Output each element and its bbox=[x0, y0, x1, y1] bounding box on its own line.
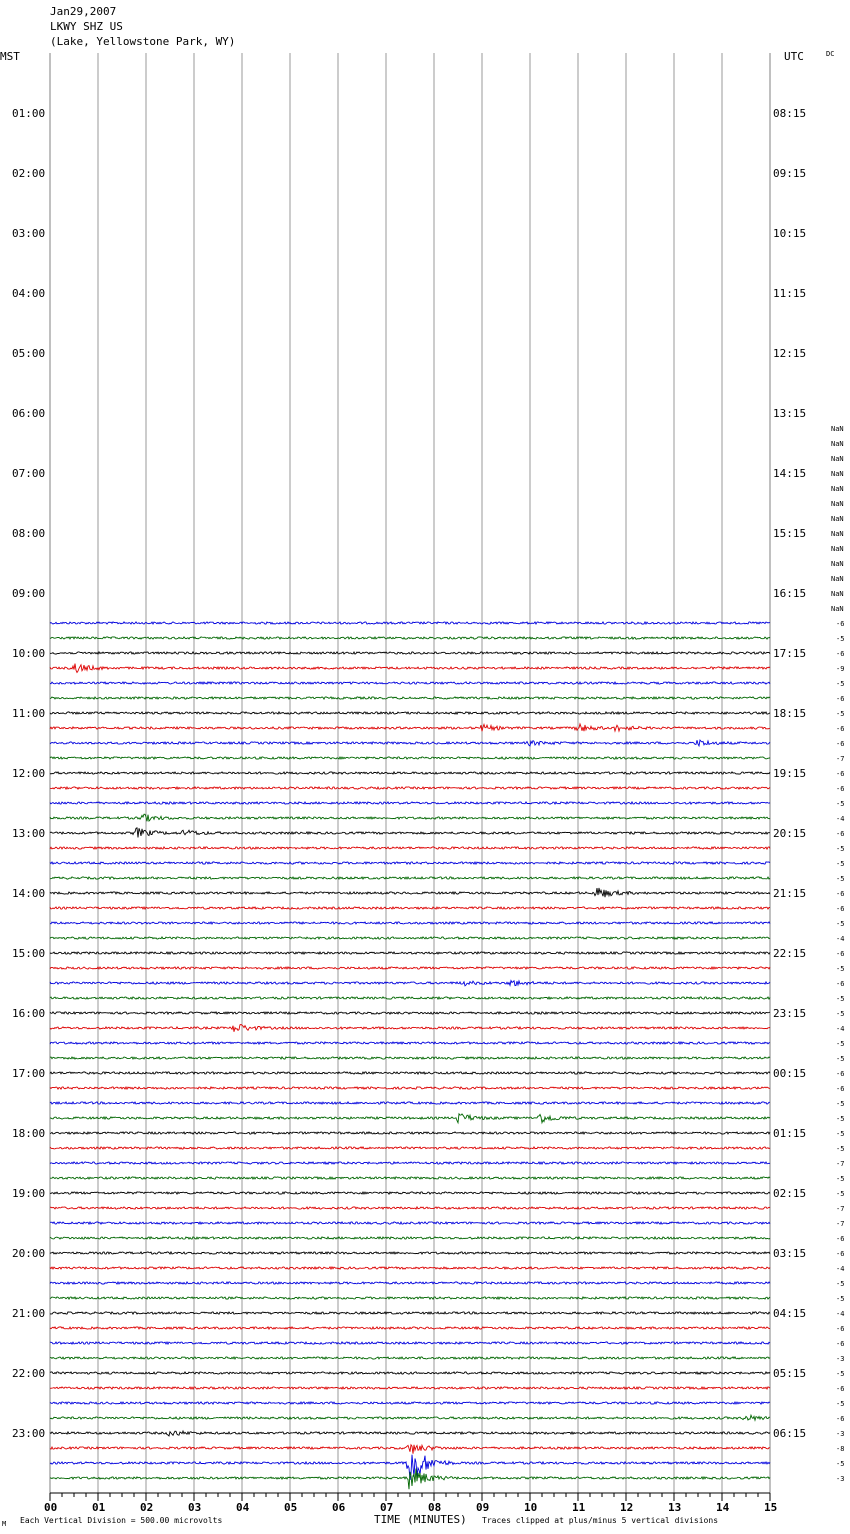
seismic-trace bbox=[50, 907, 770, 909]
seismic-trace bbox=[50, 1469, 770, 1490]
trace-offset-label: -5 bbox=[836, 1145, 845, 1153]
right-hour-label: 06:15 bbox=[773, 1427, 807, 1440]
seismic-trace bbox=[50, 828, 770, 838]
seismic-trace bbox=[50, 937, 770, 939]
x-tick-label: 03 bbox=[188, 1501, 202, 1514]
seismic-trace bbox=[50, 1025, 770, 1032]
left-hour-label: 02:00 bbox=[12, 167, 46, 180]
trace-offset-label: -5 bbox=[836, 965, 845, 973]
nan-label: NaN bbox=[831, 515, 844, 523]
seismic-trace bbox=[50, 740, 770, 746]
seismic-trace bbox=[50, 1162, 770, 1164]
seismic-trace bbox=[50, 724, 770, 731]
right-hour-label: 15:15 bbox=[773, 527, 807, 540]
seismic-trace bbox=[50, 697, 770, 699]
trace-offset-label: -4 bbox=[836, 935, 845, 943]
seismic-trace bbox=[50, 1087, 770, 1089]
left-hour-label: 09:00 bbox=[12, 587, 46, 600]
trace-offset-label: -6 bbox=[836, 950, 845, 958]
left-hour-label: 14:00 bbox=[12, 887, 46, 900]
trace-offset-label: -6 bbox=[836, 740, 845, 748]
trace-offset-label: -5 bbox=[836, 1055, 845, 1063]
trace-offset-labels bbox=[831, 425, 844, 1483]
seismic-trace bbox=[50, 1177, 770, 1179]
left-hour-label: 01:00 bbox=[12, 107, 46, 120]
right-hour-label: 16:15 bbox=[773, 587, 807, 600]
right-hour-label: 21:15 bbox=[773, 887, 807, 900]
left-hour-label: 16:00 bbox=[12, 1007, 46, 1020]
left-hour-label: 10:00 bbox=[12, 647, 46, 660]
seismic-trace bbox=[50, 652, 770, 654]
trace-offset-label: -4 bbox=[836, 1025, 845, 1033]
seismic-trace bbox=[50, 1357, 770, 1359]
right-hour-labels bbox=[773, 107, 806, 1440]
trace-offset-label: -6 bbox=[836, 1085, 845, 1093]
seismic-trace bbox=[50, 1431, 770, 1436]
trace-offset-label: -6 bbox=[836, 620, 845, 628]
trace-offset-label: -8 bbox=[836, 1445, 845, 1453]
seismic-trace bbox=[50, 952, 770, 954]
left-hour-label: 19:00 bbox=[12, 1187, 46, 1200]
seismic-trace bbox=[50, 967, 770, 969]
trace-offset-label: -6 bbox=[836, 770, 845, 778]
trace-offset-label: -7 bbox=[836, 755, 845, 763]
right-hour-label: 11:15 bbox=[773, 287, 807, 300]
trace-offset-label: -6 bbox=[836, 1250, 845, 1258]
trace-offset-label: -5 bbox=[836, 920, 845, 928]
trace-offset-label: -6 bbox=[836, 890, 845, 898]
seismic-trace bbox=[50, 1342, 770, 1344]
x-axis bbox=[44, 1493, 777, 1514]
right-hour-label: 00:15 bbox=[773, 1067, 807, 1080]
nan-label: NaN bbox=[831, 560, 844, 568]
seismic-trace bbox=[50, 922, 770, 924]
trace-offset-label: -5 bbox=[836, 1130, 845, 1138]
left-hour-label: 20:00 bbox=[12, 1247, 46, 1260]
trace-offset-label: -5 bbox=[836, 1370, 845, 1378]
trace-offset-label: -5 bbox=[836, 995, 845, 1003]
clip-note: Traces clipped at plus/minus 5 vertical divisions bbox=[482, 1516, 719, 1525]
trace-offset-label: -7 bbox=[836, 1220, 845, 1228]
x-tick-label: 14 bbox=[716, 1501, 730, 1514]
trace-offset-label: -6 bbox=[836, 1385, 845, 1393]
trace-offset-label: -5 bbox=[836, 860, 845, 868]
seismic-trace bbox=[50, 1415, 770, 1420]
x-tick-label: 10 bbox=[524, 1501, 538, 1514]
left-hour-label: 15:00 bbox=[12, 947, 46, 960]
trace-offset-label: -6 bbox=[836, 830, 845, 838]
x-tick-label: 02 bbox=[140, 1501, 154, 1514]
seismic-trace bbox=[50, 1312, 770, 1314]
nan-label: NaN bbox=[831, 425, 844, 433]
corner-mark: M bbox=[2, 1520, 7, 1528]
seismic-trace bbox=[50, 1297, 770, 1299]
trace-offset-label: -5 bbox=[836, 1115, 845, 1123]
nan-label: NaN bbox=[831, 545, 844, 553]
trace-offset-label: -4 bbox=[836, 1310, 845, 1318]
trace-offset-label: -5 bbox=[836, 1280, 845, 1288]
trace-offset-label: -3 bbox=[836, 1430, 845, 1438]
seismic-trace bbox=[50, 1252, 770, 1254]
trace-group bbox=[50, 622, 770, 1489]
seismic-trace bbox=[50, 1372, 770, 1374]
seismic-trace bbox=[50, 1387, 770, 1389]
trace-offset-label: -5 bbox=[836, 1190, 845, 1198]
trace-offset-label: -5 bbox=[836, 1295, 845, 1303]
seismic-trace bbox=[50, 1327, 770, 1329]
x-tick-label: 09 bbox=[476, 1501, 490, 1514]
nan-label: NaN bbox=[831, 440, 844, 448]
nan-label: NaN bbox=[831, 530, 844, 538]
seismic-trace bbox=[50, 1192, 770, 1194]
trace-offset-label: -6 bbox=[836, 1325, 845, 1333]
seismic-trace bbox=[50, 1282, 770, 1284]
trace-offset-label: -9 bbox=[836, 665, 845, 673]
trace-offset-label: -6 bbox=[836, 695, 845, 703]
x-tick-label: 15 bbox=[764, 1501, 778, 1514]
right-hour-label: 10:15 bbox=[773, 227, 807, 240]
seismic-trace bbox=[50, 1267, 770, 1269]
right-hour-label: 03:15 bbox=[773, 1247, 807, 1260]
nan-label: NaN bbox=[831, 575, 844, 583]
seismic-trace bbox=[50, 1057, 770, 1059]
seismic-trace bbox=[50, 1132, 770, 1134]
seismic-trace bbox=[50, 1445, 770, 1454]
nan-label: NaN bbox=[831, 455, 844, 463]
seismic-trace bbox=[50, 1114, 770, 1123]
right-hour-label: 01:15 bbox=[773, 1127, 807, 1140]
seismic-trace bbox=[50, 1402, 770, 1404]
left-hour-label: 07:00 bbox=[12, 467, 46, 480]
x-tick-label: 04 bbox=[236, 1501, 250, 1514]
trace-offset-label: -5 bbox=[836, 1175, 845, 1183]
date-label: Jan29,2007 bbox=[50, 5, 117, 18]
right-hour-label: 08:15 bbox=[773, 107, 807, 120]
left-hour-label: 13:00 bbox=[12, 827, 46, 840]
trace-offset-label: -6 bbox=[836, 725, 845, 733]
seismic-trace bbox=[50, 622, 770, 624]
seismic-trace bbox=[50, 682, 770, 684]
trace-offset-label: -5 bbox=[836, 1400, 845, 1408]
x-tick-label: 01 bbox=[92, 1501, 106, 1514]
nan-label: NaN bbox=[831, 590, 844, 598]
seismic-trace bbox=[50, 757, 770, 759]
trace-offset-label: -3 bbox=[836, 1355, 845, 1363]
seismic-trace bbox=[50, 862, 770, 864]
right-hour-label: 19:15 bbox=[773, 767, 807, 780]
x-tick-label: 11 bbox=[572, 1501, 586, 1514]
right-hour-label: 20:15 bbox=[773, 827, 807, 840]
right-hour-label: 04:15 bbox=[773, 1307, 807, 1320]
seismic-trace bbox=[50, 1237, 770, 1239]
scale-note: Each Vertical Division = 500.00 microvolts bbox=[20, 1516, 223, 1525]
seismic-trace bbox=[50, 814, 770, 821]
seismic-trace bbox=[50, 981, 770, 986]
trace-offset-label: -6 bbox=[836, 1415, 845, 1423]
trace-offset-label: -7 bbox=[836, 1205, 845, 1213]
trace-offset-label: -5 bbox=[836, 1100, 845, 1108]
trace-offset-label: -5 bbox=[836, 1460, 845, 1468]
trace-offset-label: -5 bbox=[836, 635, 845, 643]
right-hour-label: 02:15 bbox=[773, 1187, 807, 1200]
left-hour-label: 08:00 bbox=[12, 527, 46, 540]
trace-offset-label: -5 bbox=[836, 845, 845, 853]
right-hour-label: 23:15 bbox=[773, 1007, 807, 1020]
trace-offset-label: -6 bbox=[836, 650, 845, 658]
x-tick-label: 07 bbox=[380, 1501, 394, 1514]
right-hour-label: 09:15 bbox=[773, 167, 807, 180]
seismic-trace bbox=[50, 637, 770, 639]
location-label: (Lake, Yellowstone Park, WY) bbox=[50, 35, 236, 48]
seismic-trace bbox=[50, 847, 770, 849]
right-hour-label: 22:15 bbox=[773, 947, 807, 960]
trace-offset-label: -5 bbox=[836, 800, 845, 808]
trace-offset-label: -6 bbox=[836, 905, 845, 913]
seismic-trace bbox=[50, 1042, 770, 1044]
left-hour-label: 04:00 bbox=[12, 287, 46, 300]
seismic-trace bbox=[50, 1147, 770, 1149]
seismic-trace bbox=[50, 1222, 770, 1224]
station-label: LKWY SHZ US bbox=[50, 20, 123, 33]
left-hour-label: 12:00 bbox=[12, 767, 46, 780]
x-tick-label: 05 bbox=[284, 1501, 298, 1514]
right-hour-label: 12:15 bbox=[773, 347, 807, 360]
x-tick-label: 12 bbox=[620, 1501, 634, 1514]
left-hour-label: 21:00 bbox=[12, 1307, 46, 1320]
trace-offset-label: -5 bbox=[836, 875, 845, 883]
right-hour-label: 18:15 bbox=[773, 707, 807, 720]
x-axis-label: TIME (MINUTES) bbox=[374, 1513, 467, 1526]
trace-offset-label: -6 bbox=[836, 1340, 845, 1348]
seismic-trace bbox=[50, 1102, 770, 1104]
seismic-trace bbox=[50, 664, 770, 673]
trace-offset-label: -6 bbox=[836, 785, 845, 793]
x-tick-label: 08 bbox=[428, 1501, 442, 1514]
left-axis-title: MST bbox=[0, 50, 20, 63]
seismic-trace bbox=[50, 772, 770, 774]
left-hour-label: 23:00 bbox=[12, 1427, 46, 1440]
x-tick-label: 00 bbox=[44, 1501, 58, 1514]
seismic-trace bbox=[50, 888, 770, 897]
seismic-trace bbox=[50, 787, 770, 789]
trace-offset-label: -4 bbox=[836, 815, 845, 823]
seismic-trace bbox=[50, 1207, 770, 1209]
corner-dc-label: DC bbox=[826, 50, 835, 58]
seismic-trace bbox=[50, 997, 770, 999]
right-hour-label: 17:15 bbox=[773, 647, 807, 660]
trace-offset-label: -5 bbox=[836, 1010, 845, 1018]
left-hour-label: 06:00 bbox=[12, 407, 46, 420]
nan-label: NaN bbox=[831, 470, 844, 478]
right-hour-label: 13:15 bbox=[773, 407, 807, 420]
left-hour-label: 03:00 bbox=[12, 227, 46, 240]
trace-offset-label: -5 bbox=[836, 710, 845, 718]
seismic-trace bbox=[50, 712, 770, 714]
nan-label: NaN bbox=[831, 605, 844, 613]
left-hour-label: 17:00 bbox=[12, 1067, 46, 1080]
trace-offset-label: -7 bbox=[836, 1160, 845, 1168]
left-hour-label: 22:00 bbox=[12, 1367, 46, 1380]
left-hour-label: 11:00 bbox=[12, 707, 46, 720]
seismic-trace bbox=[50, 1072, 770, 1074]
left-hour-label: 18:00 bbox=[12, 1127, 46, 1140]
trace-offset-label: -5 bbox=[836, 680, 845, 688]
x-tick-label: 13 bbox=[668, 1501, 682, 1514]
trace-offset-label: -6 bbox=[836, 1235, 845, 1243]
seismic-trace bbox=[50, 877, 770, 879]
left-hour-labels bbox=[12, 107, 45, 1440]
trace-offset-label: -6 bbox=[836, 980, 845, 988]
right-axis-title: UTC bbox=[784, 50, 804, 63]
seismic-trace bbox=[50, 1012, 770, 1014]
nan-label: NaN bbox=[831, 485, 844, 493]
left-hour-label: 05:00 bbox=[12, 347, 46, 360]
trace-offset-label: -6 bbox=[836, 1070, 845, 1078]
right-hour-label: 14:15 bbox=[773, 467, 807, 480]
x-tick-label: 06 bbox=[332, 1501, 346, 1514]
trace-offset-label: -3 bbox=[836, 1475, 845, 1483]
trace-offset-label: -4 bbox=[836, 1265, 845, 1273]
right-hour-label: 05:15 bbox=[773, 1367, 807, 1380]
trace-offset-label: -5 bbox=[836, 1040, 845, 1048]
nan-label: NaN bbox=[831, 500, 844, 508]
seismic-trace bbox=[50, 802, 770, 804]
